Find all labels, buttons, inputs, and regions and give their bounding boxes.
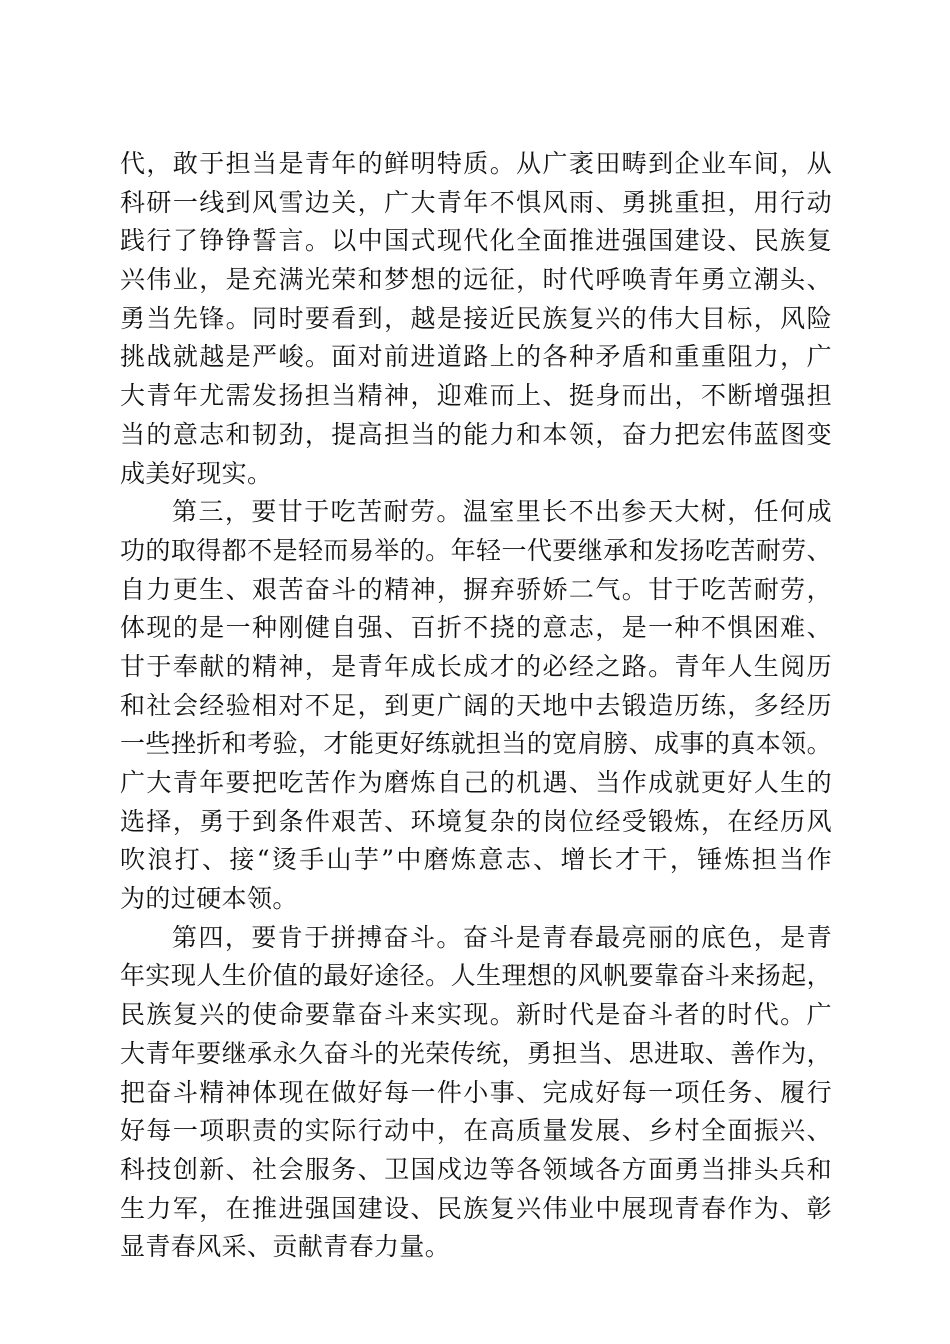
text-line: 民族复兴的使命要靠奋斗来实现。新时代是奋斗者的时代。广 [120, 1000, 832, 1030]
text-line: 第三，要甘于吃苦耐劳。温室里长不出参天大树，任何成 [172, 497, 832, 527]
text-line: 好每一项职责的实际行动中，在高质量发展、乡村全面振兴、 [120, 1116, 832, 1146]
text-line: 广大青年要把吃苦作为磨炼自己的机遇、当作成就更好人生的 [120, 768, 832, 797]
text-line: 兴伟业，是充满光荣和梦想的远征，时代呼唤青年勇立潮头、 [120, 265, 832, 295]
text-line: 和社会经验相对不足，到更广阔的天地中去锻造历练，多经历 [120, 690, 832, 720]
text-line: 大青年尤需发扬担当精神，迎难而上、挺身而出，不断增强担 [120, 381, 832, 411]
body-text [120, 145, 832, 1267]
text-line: 科技创新、社会服务、卫国戍边等各领域各方面勇当排头兵和 [120, 1154, 832, 1184]
text-line: 甘于奉献的精神，是青年成长成才的必经之路。青年人生阅历 [120, 651, 832, 681]
text-line: 功的取得都不是轻而易举的。年轻一代要继承和发扬吃苦耐劳、 [120, 535, 832, 565]
text-line: 践行了铮铮誓言。以中国式现代化全面推进强国建设、民族复 [120, 226, 832, 256]
text-line: 生力军，在推进强国建设、民族复兴伟业中展现青春作为、彰 [120, 1193, 832, 1223]
text-line: 大青年要继承永久奋斗的光荣传统，勇担当、思进取、善作为， [120, 1038, 832, 1068]
text-line: 显青春风采、贡献青春力量。 [120, 1232, 451, 1262]
text-line: 把奋斗精神体现在做好每一件小事、完成好每一项任务、履行 [120, 1077, 832, 1107]
text-line: 体现的是一种刚健自强、百折不挠的意志，是一种不惧困难、 [120, 613, 832, 643]
text-line: 年实现人生价值的最好途径。人生理想的风帆要靠奋斗来扬起， [120, 961, 832, 991]
text-line: 成美好现实。 [120, 458, 273, 488]
text-line: 一些挫折和考验，才能更好练就担当的宽肩膀、成事的真本领。 [120, 729, 832, 759]
text-line: 吹浪打、接“烫手山芋”中磨炼意志、增长才干，锤炼担当作 [120, 845, 832, 875]
text-line: 代，敢于担当是青年的鲜明特质。从广袤田畴到企业车间，从 [120, 149, 832, 178]
text-line: 选择，勇于到条件艰苦、环境复杂的岗位经受锻炼，在经历风 [120, 806, 832, 836]
text-line: 自力更生、艰苦奋斗的精神，摒弃骄娇二气。甘于吃苦耐劳， [120, 574, 832, 604]
text-line: 勇当先锋。同时要看到，越是接近民族复兴的伟大目标，风险 [120, 303, 832, 333]
text-line: 挑战就越是严峻。面对前进道路上的各种矛盾和重重阻力，广 [120, 342, 832, 372]
text-line: 为的过硬本领。 [120, 884, 298, 914]
text-line: 第四，要肯于拼搏奋斗。奋斗是青春最亮丽的底色，是青 [172, 922, 832, 952]
text-line: 科研一线到风雪边关，广大青年不惧风雨、勇挑重担，用行动 [120, 187, 832, 217]
text-line: 当的意志和韧劲，提高担当的能力和本领，奋力把宏伟蓝图变 [120, 419, 832, 449]
